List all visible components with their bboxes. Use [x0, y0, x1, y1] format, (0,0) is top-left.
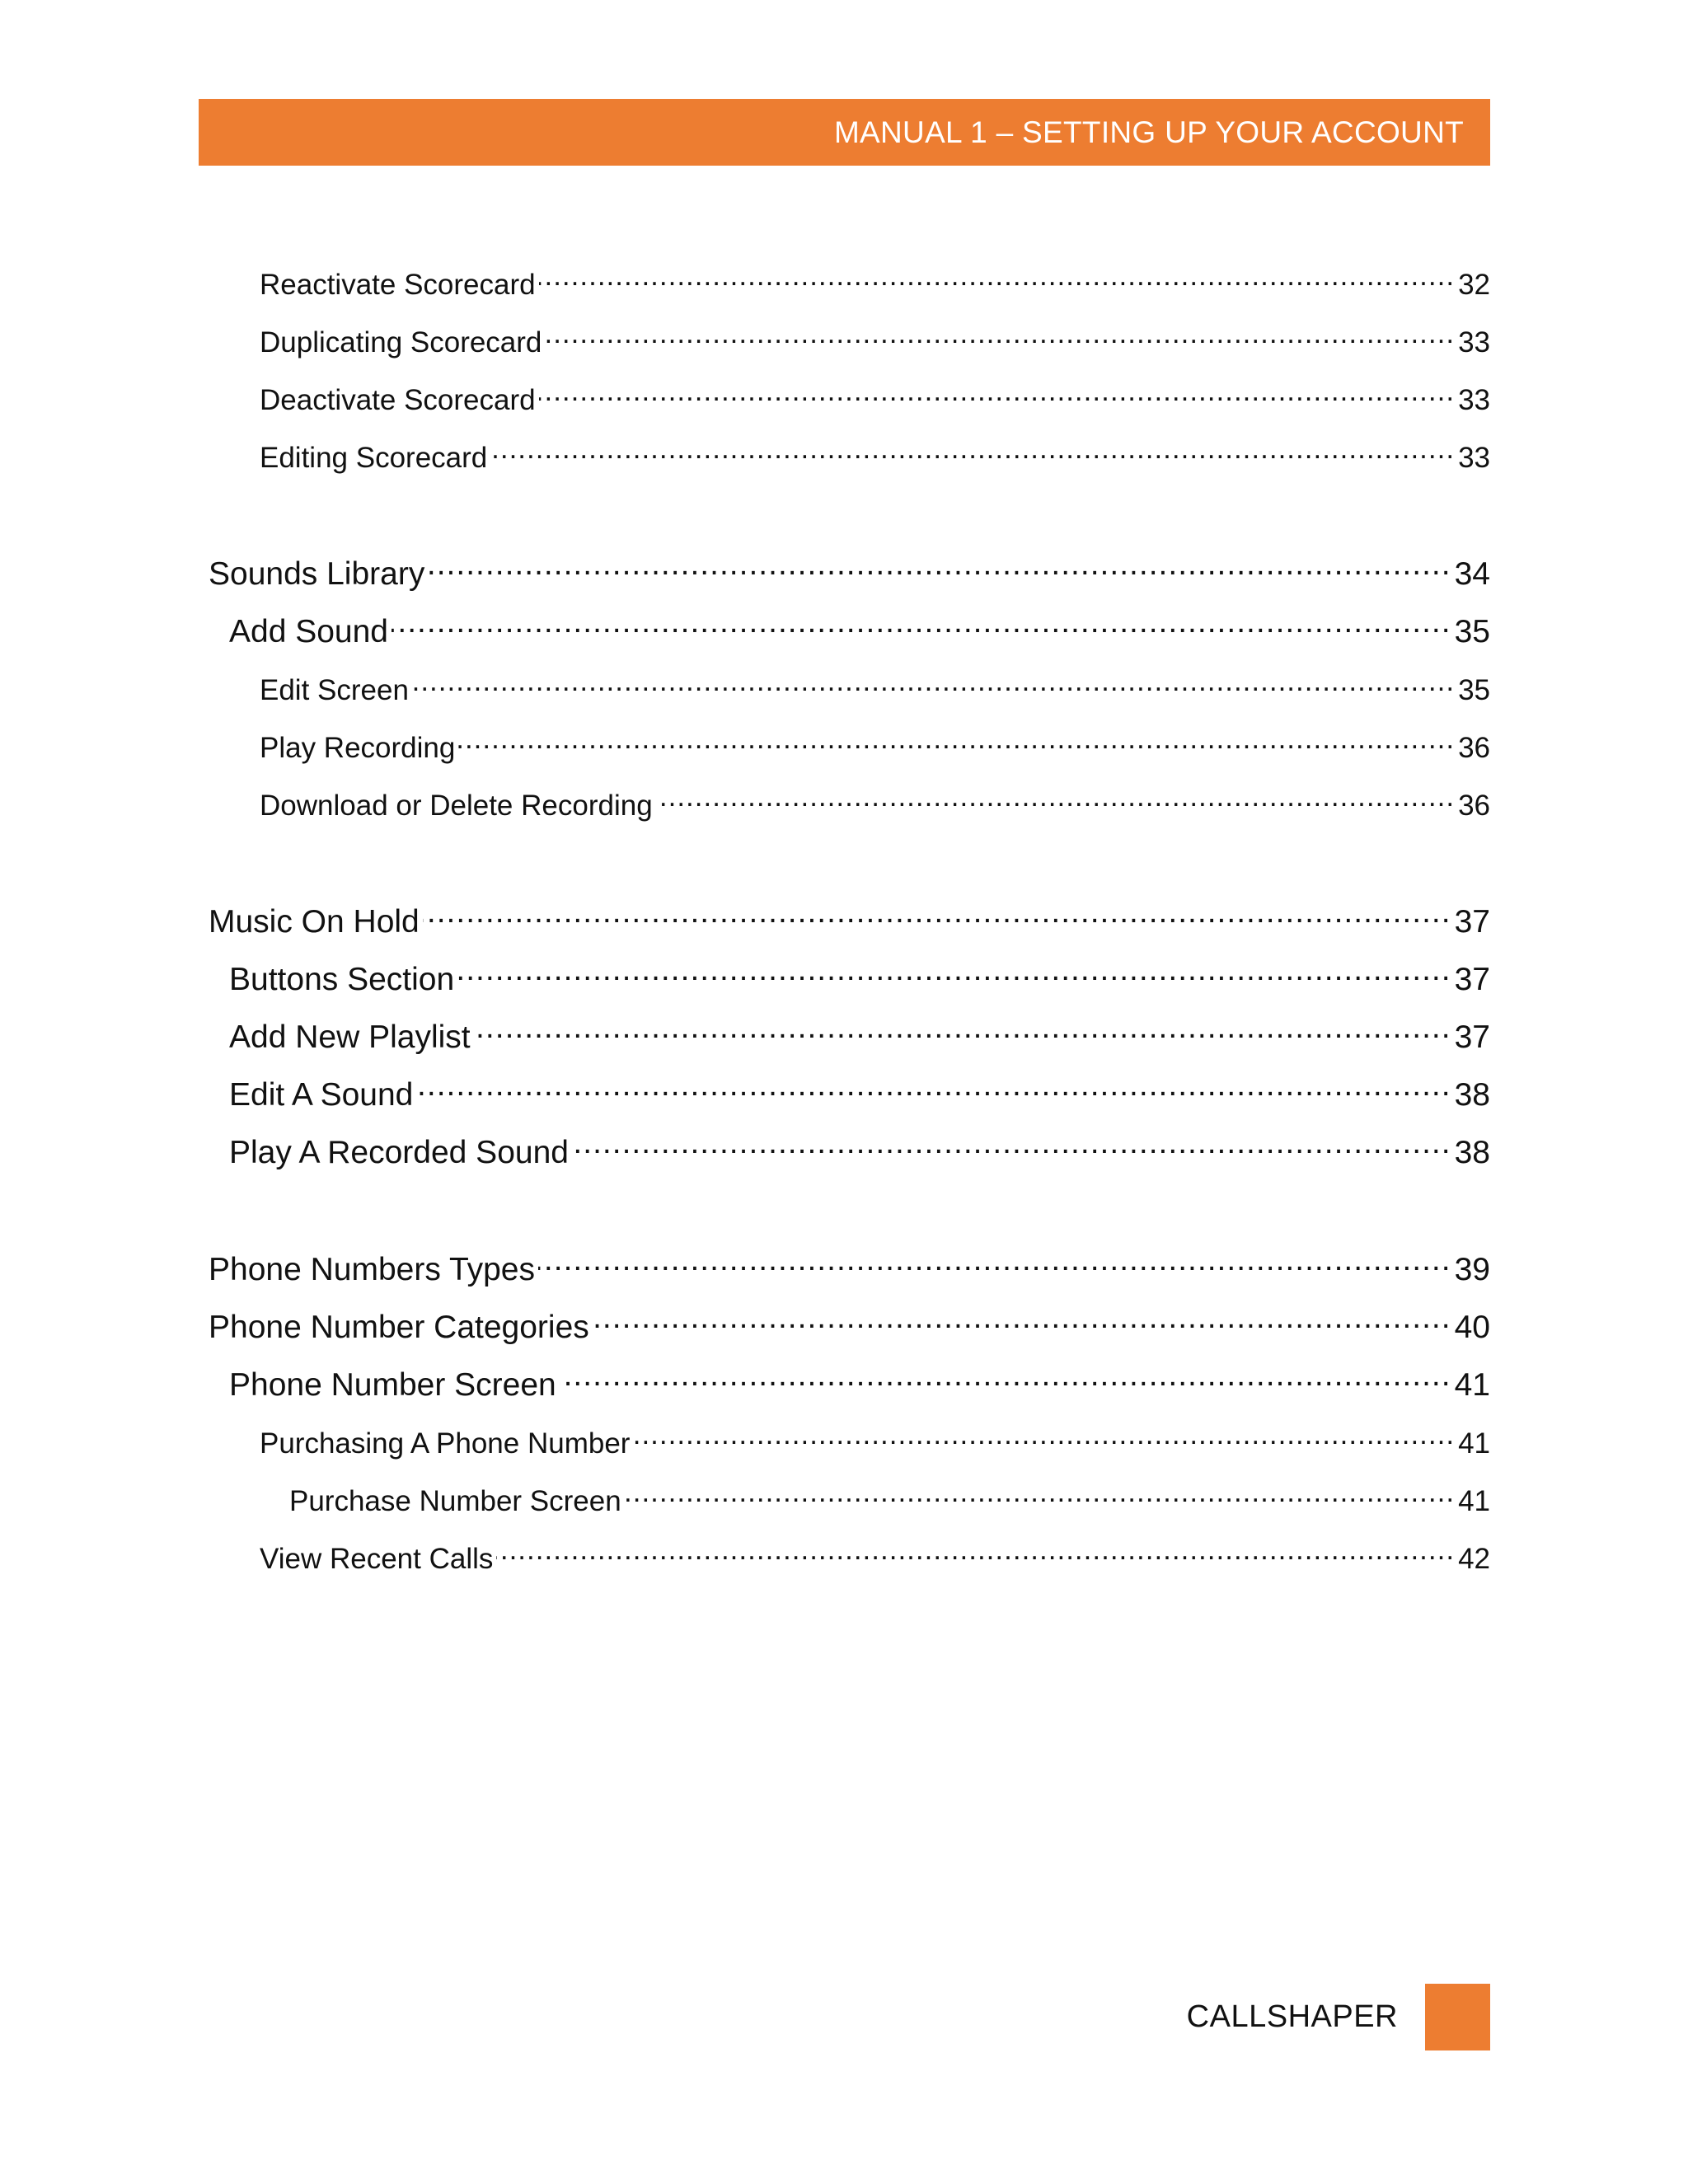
dot-leader: [539, 265, 1455, 294]
toc-page-number: 41: [1454, 1367, 1490, 1403]
toc-entry-label: Edit Screen: [260, 674, 409, 706]
toc-page-number: 42: [1458, 1543, 1490, 1575]
footer-brand: CALLSHAPER: [1186, 1999, 1398, 2034]
toc-page-number: 40: [1454, 1310, 1490, 1345]
dot-leader: [416, 1073, 1451, 1105]
toc-entry-duplicating-scorecard[interactable]: [260, 323, 1490, 359]
toc-page-number: 35: [1458, 674, 1490, 706]
toc-entry-label: View Recent Calls: [260, 1543, 494, 1575]
toc-page-number: 35: [1454, 614, 1490, 649]
dot-leader: [496, 1540, 1455, 1568]
toc-entry-phone-number-categories[interactable]: [209, 1305, 1490, 1346]
dot-leader: [545, 323, 1455, 352]
toc-page-number: 41: [1458, 1485, 1490, 1517]
toc-entry-phone-number-screen[interactable]: [229, 1363, 1490, 1404]
dot-leader: [412, 671, 1455, 700]
dot-leader: [572, 1131, 1451, 1163]
toc-entry-add-sound[interactable]: [229, 610, 1490, 650]
toc-page-number: 41: [1458, 1427, 1490, 1460]
toc-entry-label: Music On Hold: [209, 904, 420, 940]
toc-page-number: 39: [1454, 1252, 1490, 1287]
toc-entry-edit-screen[interactable]: [260, 671, 1490, 707]
dot-leader: [392, 610, 1451, 642]
dot-leader: [457, 958, 1451, 990]
manual-title: MANUAL 1 – SETTING UP YOUR ACCOUNT: [833, 115, 1464, 149]
toc-entry-phone-numbers-types[interactable]: [209, 1248, 1490, 1288]
toc-entry-add-new-playlist[interactable]: [229, 1015, 1490, 1056]
toc-entry-label: Phone Number Categories: [209, 1310, 589, 1345]
toc-entry-label: Purchasing A Phone Number: [260, 1427, 631, 1460]
toc-entry-label: Download or Delete Recording: [260, 790, 653, 822]
toc-entry-edit-a-sound[interactable]: [229, 1073, 1490, 1113]
toc-entry-purchase-number-screen[interactable]: [289, 1482, 1490, 1518]
toc-entry-label: Reactivate Scorecard: [260, 269, 536, 301]
toc-entry-label: Edit A Sound: [229, 1077, 414, 1113]
toc-entry-label: Phone Numbers Types: [209, 1252, 535, 1287]
toc-entry-label: Add New Playlist: [229, 1019, 471, 1055]
toc-page-number: 36: [1458, 732, 1490, 764]
toc-page-number: 34: [1454, 556, 1490, 592]
toc-entry-deactivate-scorecard[interactable]: [260, 381, 1490, 417]
toc-entry-buttons-section[interactable]: [229, 958, 1490, 998]
toc-entry-label: Add Sound: [229, 614, 389, 649]
dot-leader: [474, 1015, 1451, 1047]
toc-entry-label: Duplicating Scorecard: [260, 326, 542, 359]
dot-leader: [538, 1248, 1451, 1280]
toc-entry-reactivate-scorecard[interactable]: [260, 265, 1490, 302]
dot-leader: [656, 786, 1455, 815]
toc-page-number: 33: [1458, 442, 1490, 474]
toc-entry-label: Purchase Number Screen: [289, 1485, 621, 1517]
toc-page-number: 38: [1454, 1077, 1490, 1113]
dot-leader: [428, 552, 1451, 584]
toc-page-number: 33: [1458, 384, 1490, 416]
toc-page-number: 38: [1454, 1135, 1490, 1170]
toc-entry-purchasing-a-phone-number[interactable]: [260, 1424, 1490, 1460]
dot-leader: [593, 1305, 1451, 1338]
toc-entry-label: Phone Number Screen: [229, 1367, 556, 1403]
toc-entry-label: Play A Recorded Sound: [229, 1135, 569, 1170]
footer-accent-square: [1425, 1984, 1490, 2050]
dot-leader: [458, 729, 1455, 757]
dot-leader: [625, 1482, 1455, 1511]
dot-leader: [633, 1424, 1455, 1453]
toc-page-number: 33: [1458, 326, 1490, 359]
dot-leader: [539, 381, 1455, 410]
toc-entry-editing-scorecard[interactable]: [260, 438, 1490, 475]
dot-leader: [490, 438, 1455, 467]
toc-entry-label: Play Recording: [260, 732, 456, 764]
dot-leader: [560, 1363, 1451, 1395]
toc-page-number: 37: [1454, 1019, 1490, 1055]
toc-entry-download-or-delete-recording[interactable]: [260, 786, 1490, 823]
toc-entry-sounds-library[interactable]: [209, 552, 1490, 593]
toc-entry-play-a-recorded-sound[interactable]: [229, 1131, 1490, 1171]
toc-entry-label: Buttons Section: [229, 962, 455, 997]
toc-entry-play-recording[interactable]: [260, 729, 1490, 765]
toc-entry-music-on-hold[interactable]: [209, 900, 1490, 940]
toc-entry-label: Sounds Library: [209, 556, 425, 592]
toc-entry-view-recent-calls[interactable]: [260, 1540, 1490, 1576]
toc-page-number: 37: [1454, 904, 1490, 940]
dot-leader: [423, 900, 1451, 932]
toc-page-number: 32: [1458, 269, 1490, 301]
toc-entry-label: Editing Scorecard: [260, 442, 488, 474]
toc-page-number: 37: [1454, 962, 1490, 997]
toc-entry-label: Deactivate Scorecard: [260, 384, 536, 416]
toc-page-number: 36: [1458, 790, 1490, 822]
